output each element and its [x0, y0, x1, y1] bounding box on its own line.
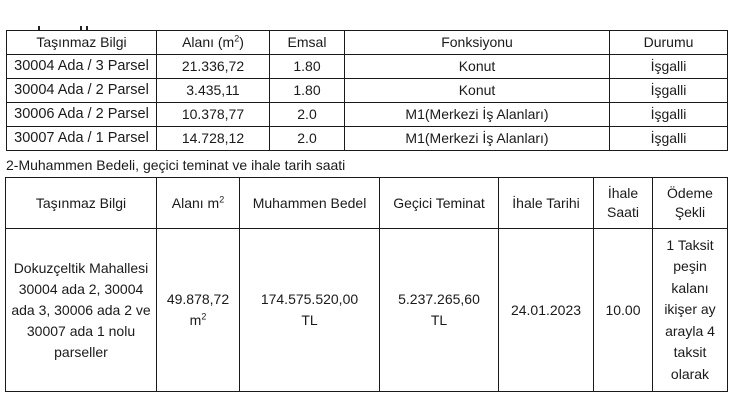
cell-emsal: 1.80: [270, 79, 345, 103]
table-row: [7, 127, 728, 151]
header-ihale-tarihi: İhale Tarihi: [499, 178, 594, 229]
cell-ihale-tarihi: 24.01.2023: [499, 229, 594, 392]
header-fonksiyonu: Fonksiyonu: [345, 31, 610, 55]
cell-tasinmaz: 30004 Ada / 3 Parsel: [7, 55, 157, 79]
cell-tasinmaz: Dokuzçeltik Mahallesi 30004 ada 2, 30004 ada 3, 30006 ada 2 ve 30007 ada 1 nolu parseller: [6, 229, 157, 392]
cell-tasinmaz: 30004 Ada / 2 Parsel: [7, 79, 157, 103]
table-row: [7, 79, 728, 103]
header-muhammen-bedel: Muhammen Bedel: [240, 178, 380, 229]
cell-fonksiyonu: M1(Merkezi İş Alanları): [345, 127, 610, 151]
header-tasinmaz-bilgi: Taşınmaz Bilgi: [6, 178, 157, 229]
cell-alani: 10.378,77: [157, 103, 270, 127]
cell-gecici-teminat: 5.237.265,60 TL: [380, 229, 499, 392]
table-row: [6, 229, 728, 392]
header-emsal: Emsal: [270, 31, 345, 55]
cell-muhammen-bedel: 174.575.520,00 TL: [240, 229, 380, 392]
table-row: [7, 103, 728, 127]
cell-durumu: İşgalli: [610, 55, 728, 79]
header-alani: Alanı $(m^2)$: [157, 31, 270, 55]
cell-emsal: 2.0: [270, 127, 345, 151]
cell-alani: 49.878,72 $m^2$: [157, 229, 240, 392]
header-tasinmaz-bilgi: Taşınmaz Bilgi: [7, 31, 157, 55]
cell-durumu: İşgalli: [610, 79, 728, 103]
auction-info-table: [5, 177, 728, 392]
header-ihale-saati: İhale Saati: [594, 178, 653, 229]
section-caption: 2-Muhammen Bedeli, geçici teminat ve ihale tarih saati: [6, 157, 346, 173]
table-header-row: [6, 178, 728, 229]
cell-durumu: İşgalli: [610, 127, 728, 151]
cell-tasinmaz: 30007 Ada / 1 Parsel: [7, 127, 157, 151]
parcel-info-table: [6, 30, 728, 151]
header-durumu: Durumu: [610, 31, 728, 55]
header-gecici-teminat: Geçici Teminat: [380, 178, 499, 229]
cell-ihale-saati: 10.00: [594, 229, 653, 392]
header-alani: Alanı $m^2$: [157, 178, 240, 229]
cell-odeme-sekli: 1 Taksit peşin kalanı ikişer ay arayla 4 taksit olarak: [653, 229, 728, 392]
cell-fonksiyonu: Konut: [345, 55, 610, 79]
cell-tasinmaz: 30006 Ada / 2 Parsel: [7, 103, 157, 127]
table-header-row: [7, 31, 728, 55]
cell-emsal: 1.80: [270, 55, 345, 79]
cell-alani: 14.728,12: [157, 127, 270, 151]
cell-alani: 3.435,11: [157, 79, 270, 103]
cell-emsal: 2.0: [270, 103, 345, 127]
header-odeme-sekli: Ödeme Şekli: [653, 178, 728, 229]
cell-durumu: İşgalli: [610, 103, 728, 127]
cell-fonksiyonu: Konut: [345, 79, 610, 103]
table-row: [7, 55, 728, 79]
cell-alani: 21.336,72: [157, 55, 270, 79]
cell-fonksiyonu: M1(Merkezi İş Alanları): [345, 103, 610, 127]
